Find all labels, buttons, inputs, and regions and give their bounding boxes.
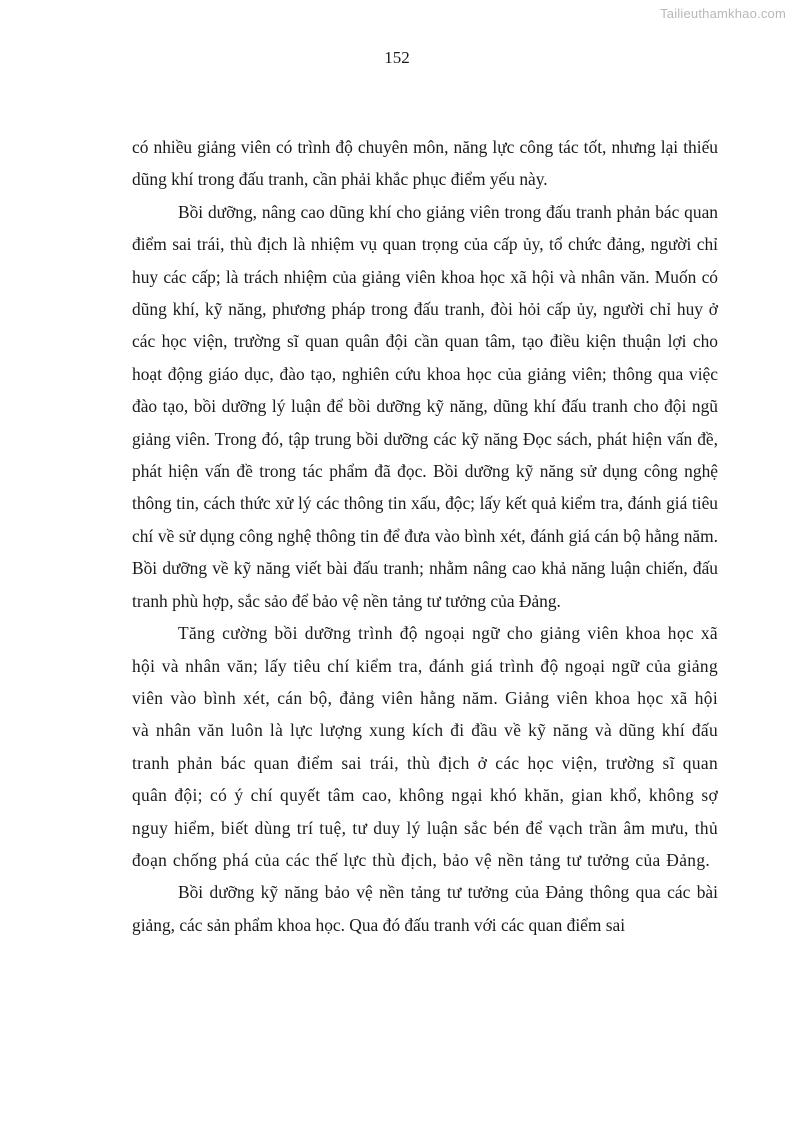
page-body: [132, 131, 718, 941]
paragraph-3: Tăng cường bồi dưỡng trình độ ngoại ngữ cho giảng viên khoa học xã hội và nhân văn; lấy tiêu chí kiểm tra, đánh giá trình độ ngoại ngữ của giảng viên vào bình xét, cán bộ, đảng viên hằng năm. Giảng viên khoa học xã hội và nhân văn luôn là lực lượng xung kích đi đầu về kỹ năng và dũng khí đấu tranh phản bác quan điểm sai trái, thù địch ở các học viện, trường sĩ quan quân đội; có ý chí quyết tâm cao, không ngại khó khăn, gian khổ, không sợ nguy hiểm, biết dùng trí tuệ, tư duy lý luận sắc bén để vạch trần âm mưu, thủ đoạn chống phá của các thế lực thù địch, bảo vệ nền tảng tư tưởng của Đảng.: [132, 623, 718, 870]
page-number: 152: [384, 48, 410, 67]
paragraph-1: có nhiều giảng viên có trình độ chuyên môn, năng lực công tác tốt, nhưng lại thiếu dũng khí trong đấu tranh, cần phải khắc phục điểm yếu này.: [132, 137, 718, 190]
paragraph-2: Bồi dưỡng, nâng cao dũng khí cho giảng viên trong đấu tranh phản bác quan điểm sai trái, thù địch là nhiệm vụ quan trọng của cấp ủy, tổ chức đảng, người chỉ huy các cấp; là trách nhiệm của giảng viên khoa học xã hội và nhân văn. Muốn có dũng khí, kỹ năng, phương pháp trong đấu tranh, đòi hỏi cấp ủy, người chỉ huy ở các học viện, trường sĩ quan quân đội cần quan tâm, tạo điều kiện thuận lợi cho hoạt động giáo dục, đào tạo, nghiên cứu khoa học của giảng viên; thông qua việc đào tạo, bồi dưỡng lý luận để bồi dưỡng kỹ năng, dũng khí đấu tranh cho đội ngũ giảng viên. Trong đó, tập trung bồi dưỡng các kỹ năng Đọc sách, phát hiện vấn đề, phát hiện vấn đề trong tác phẩm đã đọc. Bồi dưỡng kỹ năng sử dụng công nghệ thông tin, cách thức xử lý các thông tin xấu, độc; lấy kết quả kiểm tra, đánh giá tiêu chí về sử dụng công nghệ thông tin để đưa vào bình xét, đánh giá cán bộ hằng năm. Bồi dưỡng về kỹ năng viết bài đấu tranh; nhằm nâng cao khả năng luận chiến, đấu tranh phù hợp, sắc sảo để bảo vệ nền tảng tư tưởng của Đảng.: [132, 201, 718, 611]
watermark: Tailieuthamkhao.com: [660, 6, 786, 21]
paragraph-4: Bồi dưỡng kỹ năng bảo vệ nền tảng tư tưởng của Đảng thông qua các bài giảng, các sản phẩm khoa học. Qua đó đấu tranh với các quan điểm sai: [132, 882, 718, 935]
